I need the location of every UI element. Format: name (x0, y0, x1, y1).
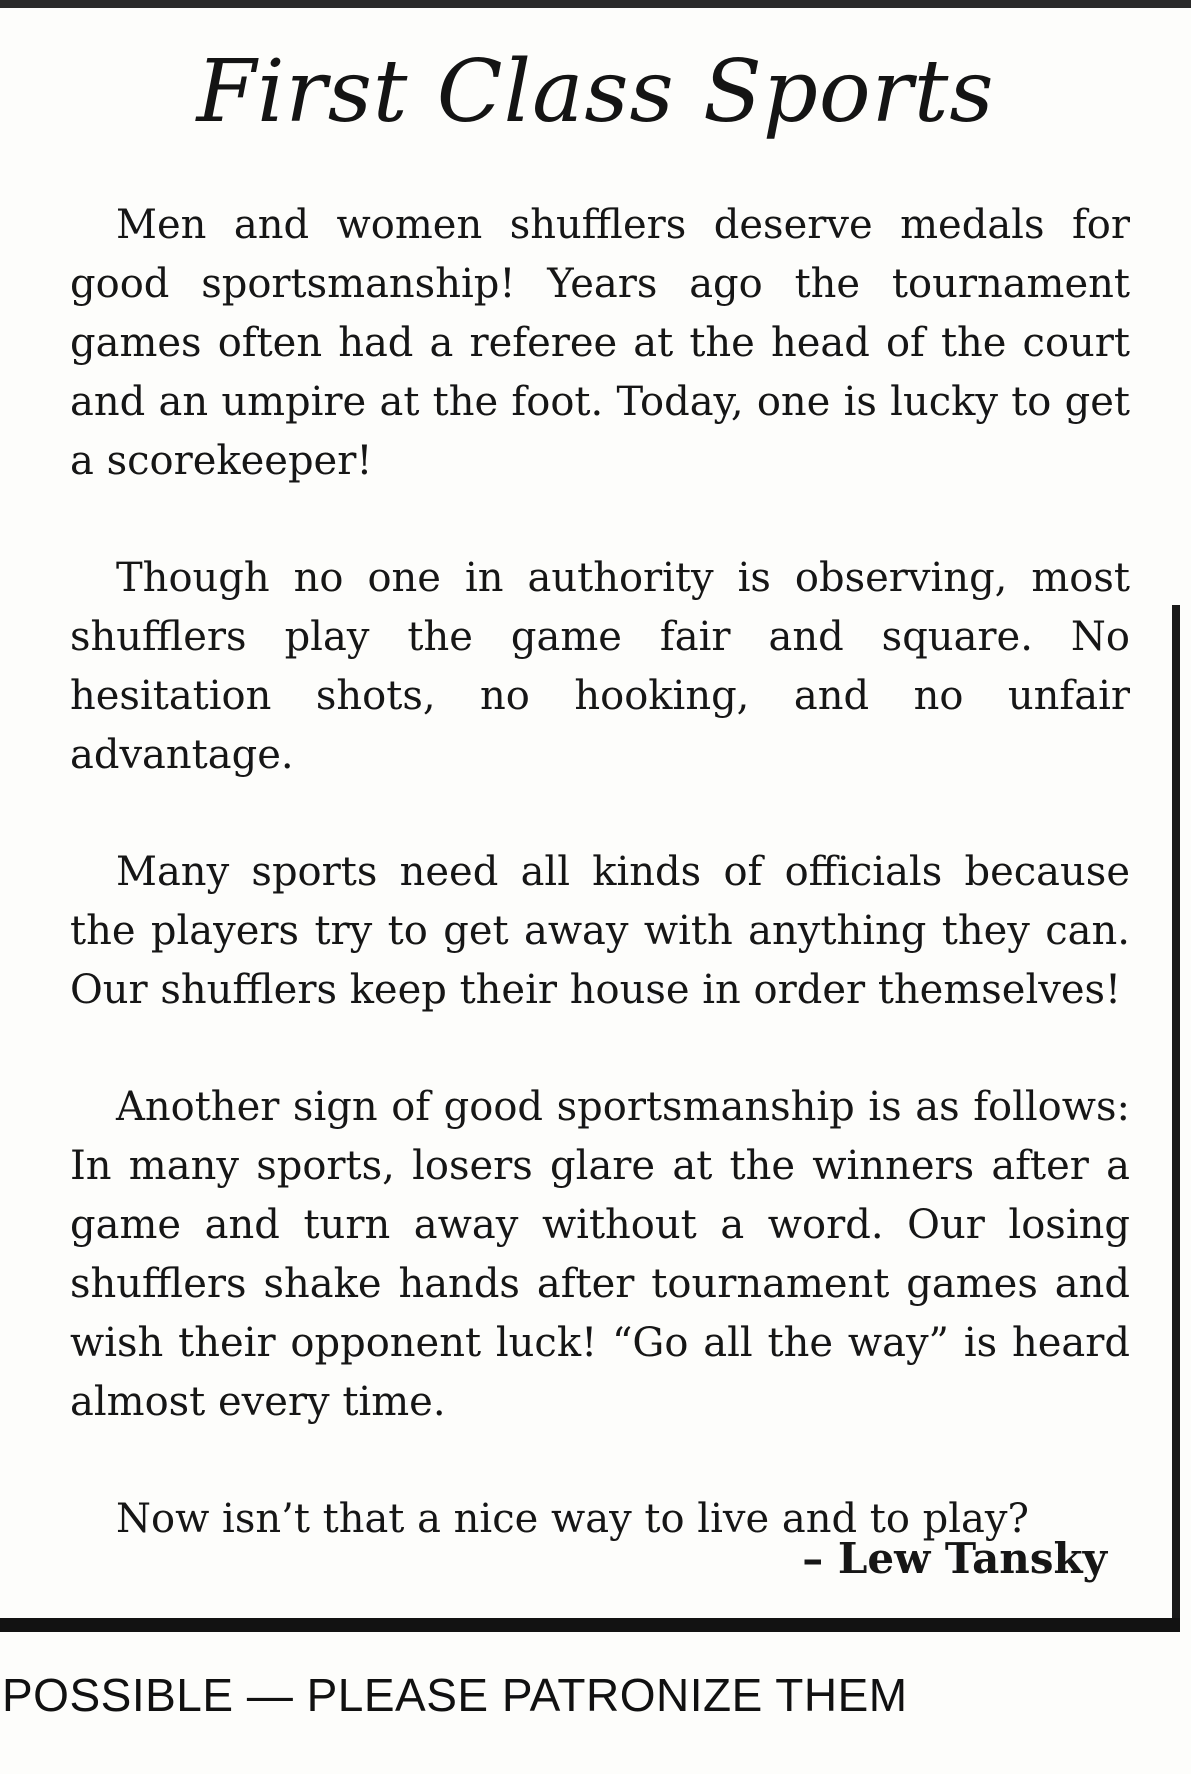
paragraph-1: Men and women shufflers deserve medals for good sportsmanship! Years ago the tournament games often had a referee at the head of the court and an umpire at the foot. Today, one is lucky to get a scorekeeper! (70, 202, 1130, 484)
footer-banner-text: POSSIBLE — PLEASE PATRONIZE THEM (2, 1669, 908, 1721)
author-byline: – Lew Tansky (802, 1534, 1107, 1583)
paragraph-2: Though no one in authority is observing, most shufflers play the game fair and square. No hesitation shots, no hooking, and no unfair advantage. (70, 555, 1130, 778)
article-title: First Class Sports (196, 42, 995, 142)
paragraph-5: Now isn’t that a nice way to live and to play? (116, 1496, 1029, 1542)
article-body (70, 196, 1130, 1607)
paragraph-4: Another sign of good sportsmanship is as follows: In many sports, losers glare at the winners after a game and turn away without a word. Our losing shufflers shake hands after tournament games and wish their opponent luck! “Go all the way” is heard almost every time. (70, 1084, 1130, 1425)
paragraph-3: Many sports need all kinds of officials because the players try to get away with anything they can. Our shufflers keep their house in order themselves! (70, 849, 1130, 1013)
bottom-border-rule (0, 1618, 1180, 1632)
top-border-rule (0, 0, 1191, 8)
right-border-rule (1172, 605, 1180, 1630)
